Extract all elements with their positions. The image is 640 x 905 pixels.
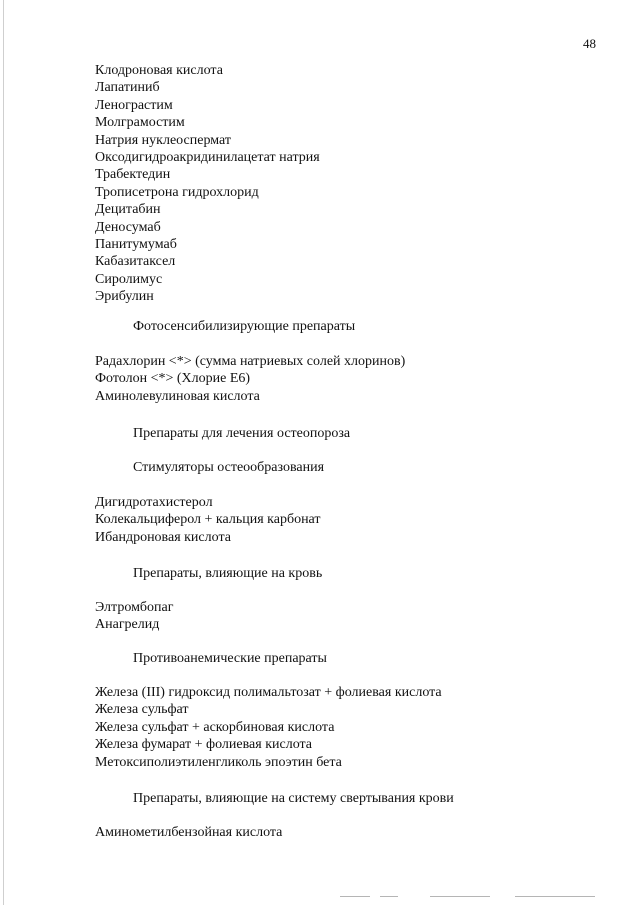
list-item: Лапатиниб [95, 80, 160, 96]
list-item: Оксодигидроакридинилацетат натрия [95, 150, 320, 166]
list-item: Железа (III) гидроксид полимальтозат + фолиевая кислота [95, 685, 442, 700]
list-item: Анагрелид [95, 617, 160, 633]
list-item: Трописетрона гидрохлорид [95, 184, 259, 200]
list-item: Аминометилбензойная кислота [95, 825, 283, 840]
section-heading-coagulation: Препараты, влияющие на систему свертывания крови [133, 791, 454, 806]
drug-list-photosensitizers [95, 353, 615, 405]
list-item: Фотолон <*> (Хлорие Е6) [95, 371, 251, 387]
list-item: Железа сульфат + аскорбиновая кислота [95, 719, 335, 735]
list-item: Ленограстим [95, 97, 173, 113]
list-item: Железа сульфат [95, 702, 189, 718]
drug-list-coagulation [95, 824, 615, 841]
list-item: Колекальциферол + кальция карбонат [95, 512, 321, 528]
list-item: Децитабин [95, 202, 161, 218]
list-item: Деносумаб [95, 219, 161, 235]
list-item: Метоксиполиэтиленгликоль эпоэтин бета [95, 754, 342, 770]
drug-list-continued [95, 62, 615, 306]
section-heading-osteoporosis: Препараты для лечения остеопороза [133, 426, 351, 441]
list-item: Кабазитаксел [95, 254, 176, 270]
list-item: Ибандроновая кислота [95, 529, 231, 545]
section-heading-photosensitizers: Фотосенсибилизирующие препараты [133, 319, 356, 334]
list-item: Элтромбопаг [95, 600, 174, 615]
subsection-heading-osteogenesis-stimulators: Стимуляторы остеообразования [133, 460, 325, 475]
list-item: Трабектедин [95, 167, 171, 183]
list-item: Натрия нуклеоспермат [95, 132, 231, 148]
list-item: Панитумумаб [95, 237, 177, 253]
drug-list-antianemic [95, 684, 615, 771]
section-heading-blood: Препараты, влияющие на кровь [133, 566, 323, 581]
page-number: 48 [583, 36, 596, 51]
list-item: Аминолевулиновая кислота [95, 388, 260, 404]
scan-footer-marks [340, 896, 600, 899]
list-item: Клодроновая кислота [95, 63, 223, 78]
drug-list-osteoporosis [95, 494, 615, 546]
list-item: Радахлорин <*> (сумма натриевых солей хлоринов) [95, 354, 406, 369]
list-item: Дигидротахистерол [95, 495, 213, 510]
list-item: Эрибулин [95, 289, 154, 305]
section-heading-antianemic: Противоанемические препараты [133, 651, 327, 666]
scan-edge-line [3, 0, 4, 905]
list-item: Молграмостим [95, 115, 185, 131]
list-item: Сиролимус [95, 271, 163, 287]
drug-list-blood [95, 599, 615, 634]
list-item: Железа фумарат + фолиевая кислота [95, 737, 313, 753]
